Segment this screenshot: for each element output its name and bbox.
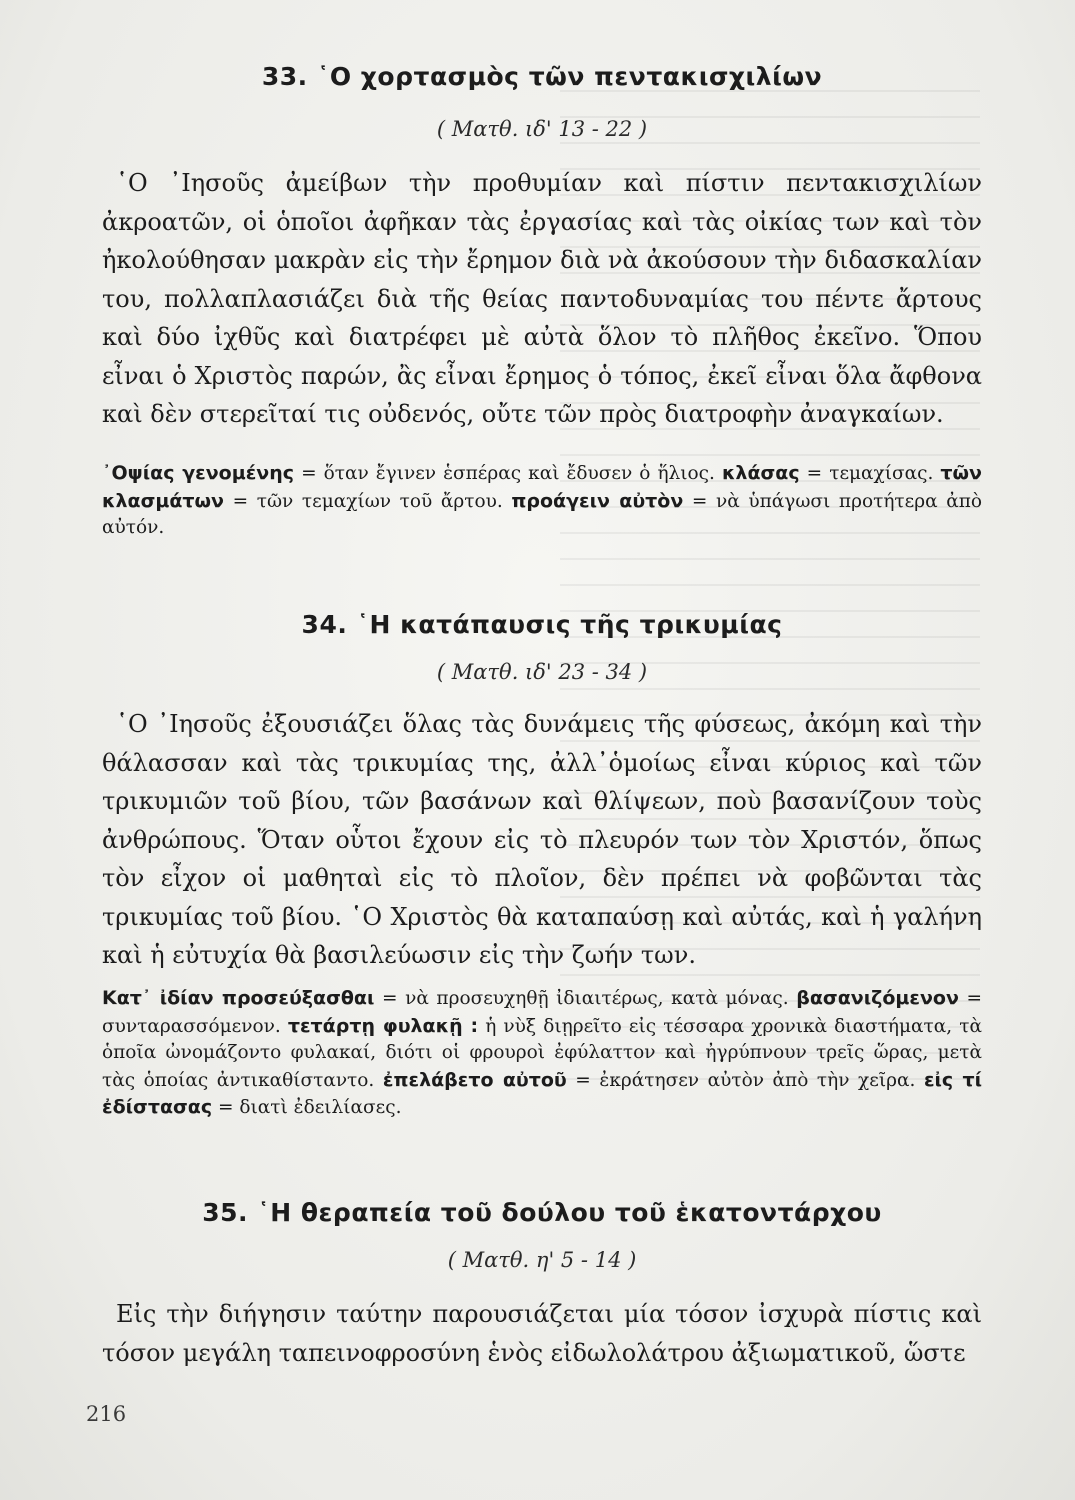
note-definition: = συνταρασσόμενον. [102,988,983,1037]
note-term: Κατ᾿ ἰδίαν προσεύξασθαι [102,987,375,1009]
note-definition: = ὅταν ἔγινεν ἑσπέρας καὶ ἔδυσεν ὁ ἥλιος. [294,463,722,484]
note-definition: = νὰ ὑπάγωσι προτήτερα ἀπὸ αὐτόν. [102,490,982,538]
section-34-notes [102,985,982,1122]
note-term: ἐπελάβετο αὐτοῦ [382,1068,567,1091]
note-definition: = διατὶ ἐδειλίασες. [212,1097,402,1118]
note-term: τετάρτῃ φυλακῇ : [287,1014,479,1037]
page-number: 216 [86,1402,127,1426]
note-definition: = τῶν τεμαχίων τοῦ ἄρτου. [224,490,512,512]
note-definition: = ἐκράτησεν αὐτὸν ἀπὸ τὴν χεῖρα. [566,1069,924,1091]
note-definition: ἡ νὺξ διῃρεῖτο εἰς τέσσαρα χρονικὰ διαστήματα, τὰ ὁποῖα ὠνομάζοντο φυλακαί, διότι οἱ φρουροὶ ἐφύλαττον καὶ ἠγρύπνουν τρεῖς ὥρας, μετὰ τὰς ὁποίας ἀντικαθίσταντο. [102,1015,982,1091]
note-definition: = τεμαχίσας. [799,463,941,484]
section-35-reference: ( Ματθ. η' 5 - 14 ) [447,1248,637,1272]
note-definition: = νὰ προσευχηθῇ ἰδιαιτέρως, κατὰ μόνας. [374,988,797,1009]
section-35-body: Εἰς τὴν διήγησιν ταύτην παρουσιάζεται μία τόσον ἰσχυρὰ πίστις καὶ τόσον μεγάλη ταπεινοφροσύνη ἑνὸς εἰδωλολάτρου ἀξιωματικοῦ, ὥστε [102,1300,982,1367]
section-33-reference: ( Ματθ. ιδ' 13 - 22 ) [436,117,648,141]
section-35-title: 35. ῾Η θεραπεία τοῦ δούλου τοῦ ἑκατοντάρχου [202,1198,882,1227]
note-term: κλάσας [721,462,800,484]
section-34-reference: ( Ματθ. ιδ' 23 - 34 ) [436,660,648,684]
section-34-title: 34. ῾Η κατάπαυσις τῆς τρικυμίας [301,610,783,639]
note-term: εἰς τί ἐδίστασας [102,1068,983,1118]
section-34-body: ῾Ο ᾿Ιησοῦς ἐξουσιάζει ὅλας τὰς δυνάμεις τῆς φύσεως, ἀκόμη καὶ τὴν θάλασσαν καὶ τὰς τρικυμίας της, ἀλλ᾿ὁμοίως εἶναι κύριος καὶ τῶν τρικυμιῶν τοῦ βίου, τῶν βασάνων καὶ θλίψεων, ποὺ βασανίζουν τοὺς ἀνθρώπους. Ὅταν οὗτοι ἔχουν εἰς τὸ πλευρόν των τὸν Χριστόν, ὅπως τὸν εἶχον οἱ μαθηταὶ εἰς τὸ πλοῖον, δὲν πρέπει νὰ φοβῶνται τὰς τρικυμίας τοῦ βίου. ῾Ο Χριστὸς θὰ καταπαύσῃ καὶ αὐτάς, καὶ ἡ γαλήνη καὶ ἡ εὐτυχία θὰ βασιλεύωσιν εἰς τὴν ζωήν των. [102,710,982,969]
note-term: ᾿Οψίας γενομένης [102,462,295,484]
note-term: τῶν κλασμάτων [102,462,982,512]
note-term: βασανιζόμενον [796,987,959,1009]
section-33-body: ῾Ο ᾿Ιησοῦς ἀμείβων τὴν προθυμίαν καὶ πίστιν πεντακισχιλίων ἀκροατῶν, οἱ ὁποῖοι ἀφῆκαν τὰς ἐργασίας καὶ τὰς οἰκίας των καὶ τὸν ἠκολούθησαν μακρὰν εἰς τὴν ἔρημον διὰ νὰ ἀκούσουν τὴν διδασκαλίαν του, πολλαπλασιάζει διὰ τῆς θείας παντοδυναμίας του πέντε ἄρτους καὶ δύο ἰχθῦς καὶ διατρέφει μὲ αὐτὰ ὅλον τὸ πλῆθος ἐκεῖνο. Ὅπου εἶναι ὁ Χριστὸς παρών, ἂς εἶναι ἔρημος ὁ τόπος, ἐκεῖ εἶναι ὅλα ἄφθονα καὶ δὲν στερεῖταί τις οὐδενός, οὔτε τῶν πρὸς διατροφὴν ἀναγκαίων. [102,169,982,428]
section-33-title: 33. ῾Ο χορτασμὸς τῶν πεντακισχιλίων [261,62,823,91]
note-term: προάγειν αὐτὸν [511,489,684,512]
section-33-notes [102,460,982,542]
